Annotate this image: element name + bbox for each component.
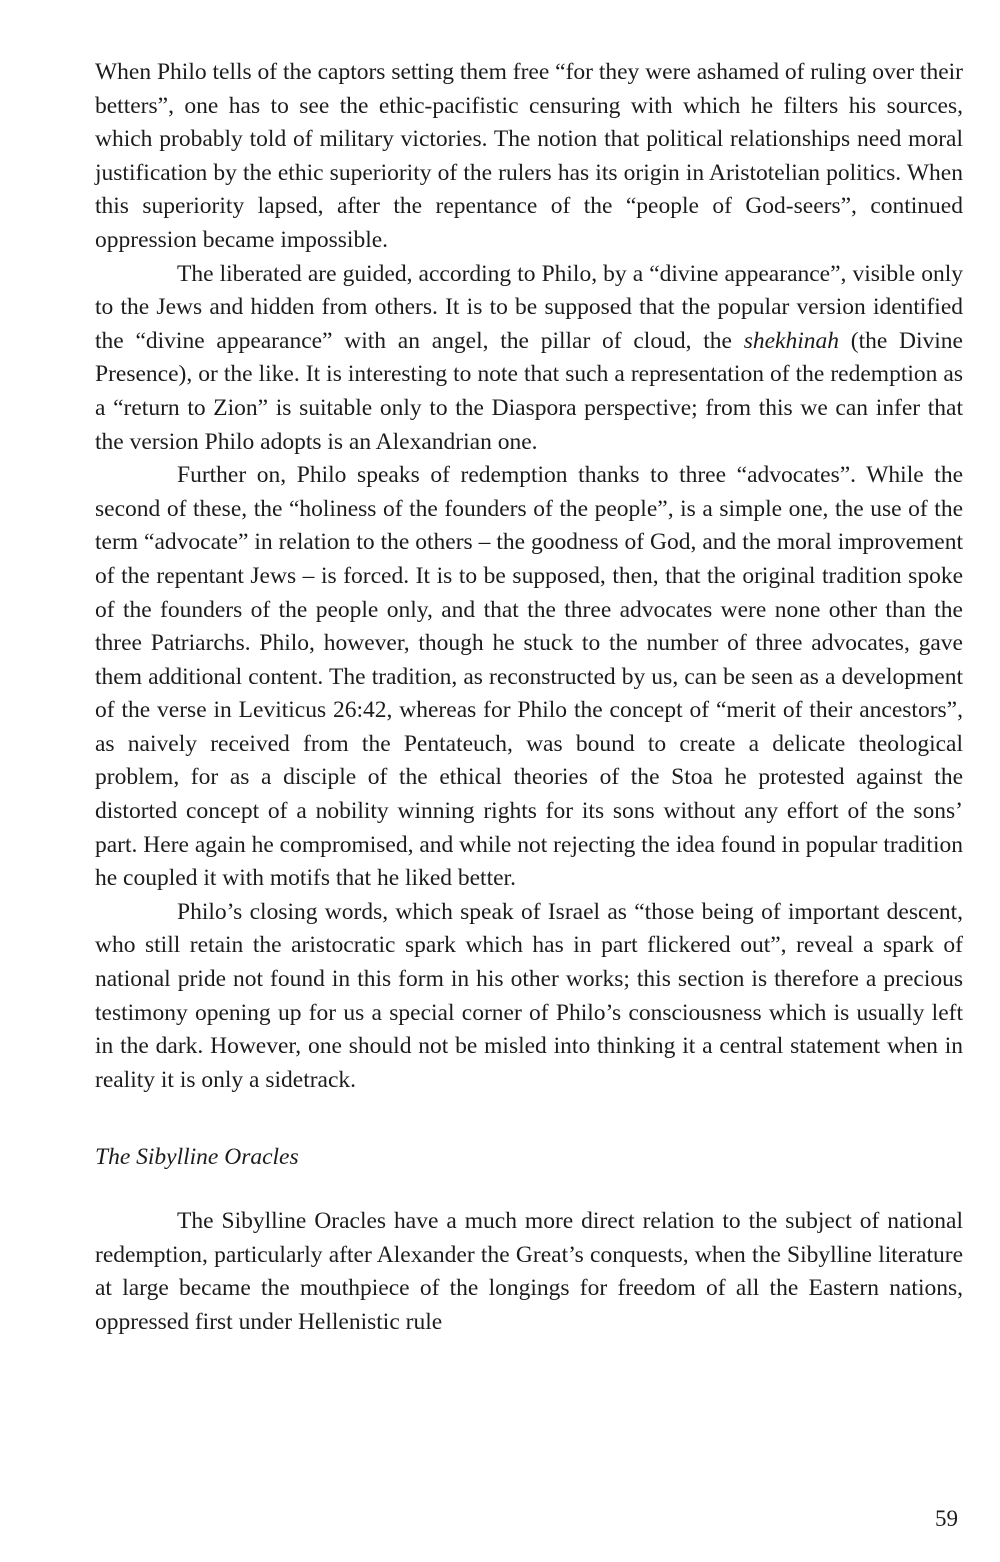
paragraph-text: The liberated are guided, according to Philo, by a “divine appearance”, visible only to the Jews and hidden from others. It is to be supposed that the popular version identified the “divine appearance” with an angel, the pillar of cloud, the: [95, 260, 963, 354]
paragraph: [95, 56, 963, 258]
paragraph-text: When Philo tells of the captors setting them free “for they were ashamed of ruling over their betters”, one has to see the ethic-pacifistic censuring with which he filters his sources, which probably told of military victories. The notion that political relationships need moral justification by the ethic superiority of the rulers has its origin in Aristotelian politics. When this superiority lapsed, after the repentance of the “people of God-seers”, continued oppression became impossible.: [95, 59, 963, 253]
page-body: [95, 56, 963, 1339]
main-text: [95, 56, 963, 1097]
paragraph-text: Further on, Philo speaks of redemption thanks to three “advocates”. While the second of these, the “holiness of the founders of the people”, is a simple one, the use of the term “advocate” in relation to the others – the goodness of God, and the moral improvement of the repentant Jews – is forced. It is to be supposed, then, that the original tradition spoke of the founders of the people only, and that the three advocates were none other than the three Patriarchs. Philo, however, though he stuck to the number of three advocates, gave them additional content. The tradition, as reconstructed by us, can be seen as a development of the verse in Leviticus 26:42, whereas for Philo the concept of “merit of their ancestors”, as naively received from the Pentateuch, was bound to create a delicate theological problem, for as a disciple of the ethical theories of the Stoa he protested against the distorted concept of a nobility winning rights for its sons without any effort of the sons’ part. Here again he compromised, and while not rejecting the idea found in popular tradition he coupled it with motifs that he liked better.: [95, 462, 963, 892]
section-text: [95, 1205, 963, 1339]
paragraph-text: Philo’s closing words, which speak of Israel as “those being of important descent, who still retain the aristocratic spark which has in part flickered out”, reveal a spark of national pride not found in this form in his other works; this section is therefore a precious testimony opening up for us a special corner of Philo’s consciousness which is usually left in the dark. However, one should not be misled into thinking it a central statement when in reality it is only a sidetrack.: [95, 898, 963, 1093]
paragraph: [95, 896, 963, 1098]
paragraph-text: The Sibylline Oracles have a much more direct relation to the subject of national redemption, particularly after Alexander the Great’s conquests, when the Sibylline literature at large became the mouthpiece of the longings for freedom of all the Eastern nations, oppressed first under Hellenistic rule: [95, 1208, 963, 1335]
paragraph: [95, 258, 963, 460]
italic-term: shekhinah: [743, 327, 839, 354]
paragraph: [95, 459, 963, 896]
paragraph-text: (the Divine Presence), or the like. It is interesting to note that such a representation of the redemption as a “return to Zion” is suitable only to the Diaspora perspective; from this we can infer that the version Philo adopts is an Alexandrian one.: [95, 327, 963, 455]
page-number: 59: [935, 1506, 958, 1531]
paragraph: [95, 1205, 963, 1339]
section-heading: The Sibylline Oracles: [95, 1144, 299, 1171]
